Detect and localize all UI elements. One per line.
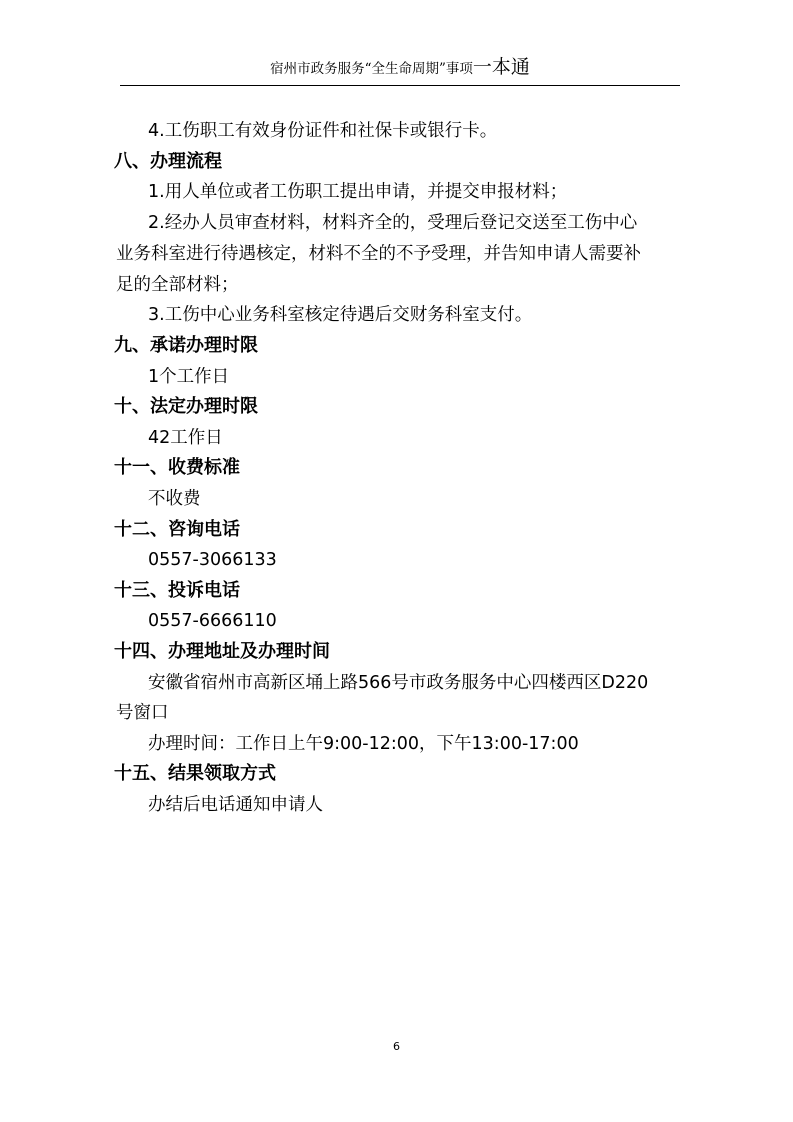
address-line-2: 号窗口 — [116, 703, 169, 723]
section-title-result-pickup: 十五、结果领取方式 — [114, 763, 276, 784]
section-title-legal-time: 十、法定办理时限 — [114, 396, 258, 417]
result-pickup-value: 办结后电话通知申请人 — [148, 795, 323, 815]
header-title-main: 宿州市政务服务“全生命周期”事项 — [270, 61, 473, 77]
header-title-tail: 一本通 — [472, 56, 530, 78]
section-title-fees: 十一、收费标准 — [114, 457, 240, 478]
section-title-procedure: 八、办理流程 — [114, 151, 222, 172]
section-title-consult-phone: 十二、咨询电话 — [114, 519, 240, 540]
section-title-promised-time: 九、承诺办理时限 — [114, 335, 258, 356]
complaint-phone-value: 0557-6666110 — [148, 611, 277, 631]
consult-phone-value: 0557-3066133 — [148, 550, 277, 570]
header-title — [120, 52, 680, 79]
material-item-4: 4.工伤职工有效身份证件和社保卡或银行卡。 — [148, 121, 498, 141]
address-line-1: 安徽省宿州市高新区埇上路566号市政务服务中心四楼西区D220 — [148, 673, 649, 693]
procedure-step-2-line-2: 业务科室进行待遇核定，材料不全的不予受理，并告知申请人需要补 — [116, 244, 641, 264]
legal-time-value: 42工作日 — [148, 428, 223, 448]
procedure-step-2-line-1: 2.经办人员审查材料，材料齐全的，受理后登记交送至工伤中心 — [148, 213, 638, 233]
page-number: 6 — [393, 1040, 400, 1053]
fees-value: 不收费 — [148, 489, 201, 509]
procedure-step-2-line-3: 足的全部材料； — [116, 275, 239, 295]
promised-time-value: 1个工作日 — [148, 367, 230, 387]
procedure-step-3: 3.工伤中心业务科室核定待遇后交财务科室支付。 — [148, 305, 533, 325]
page-header — [120, 52, 680, 86]
procedure-step-1: 1.用人单位或者工伤职工提出申请，并提交申报材料； — [148, 182, 568, 202]
office-hours: 办理时间：工作日上午9:00-12:00，下午13:00-17:00 — [148, 734, 579, 754]
section-title-complaint-phone: 十三、投诉电话 — [114, 580, 240, 601]
section-title-address-hours: 十四、办理地址及办理时间 — [114, 641, 330, 662]
